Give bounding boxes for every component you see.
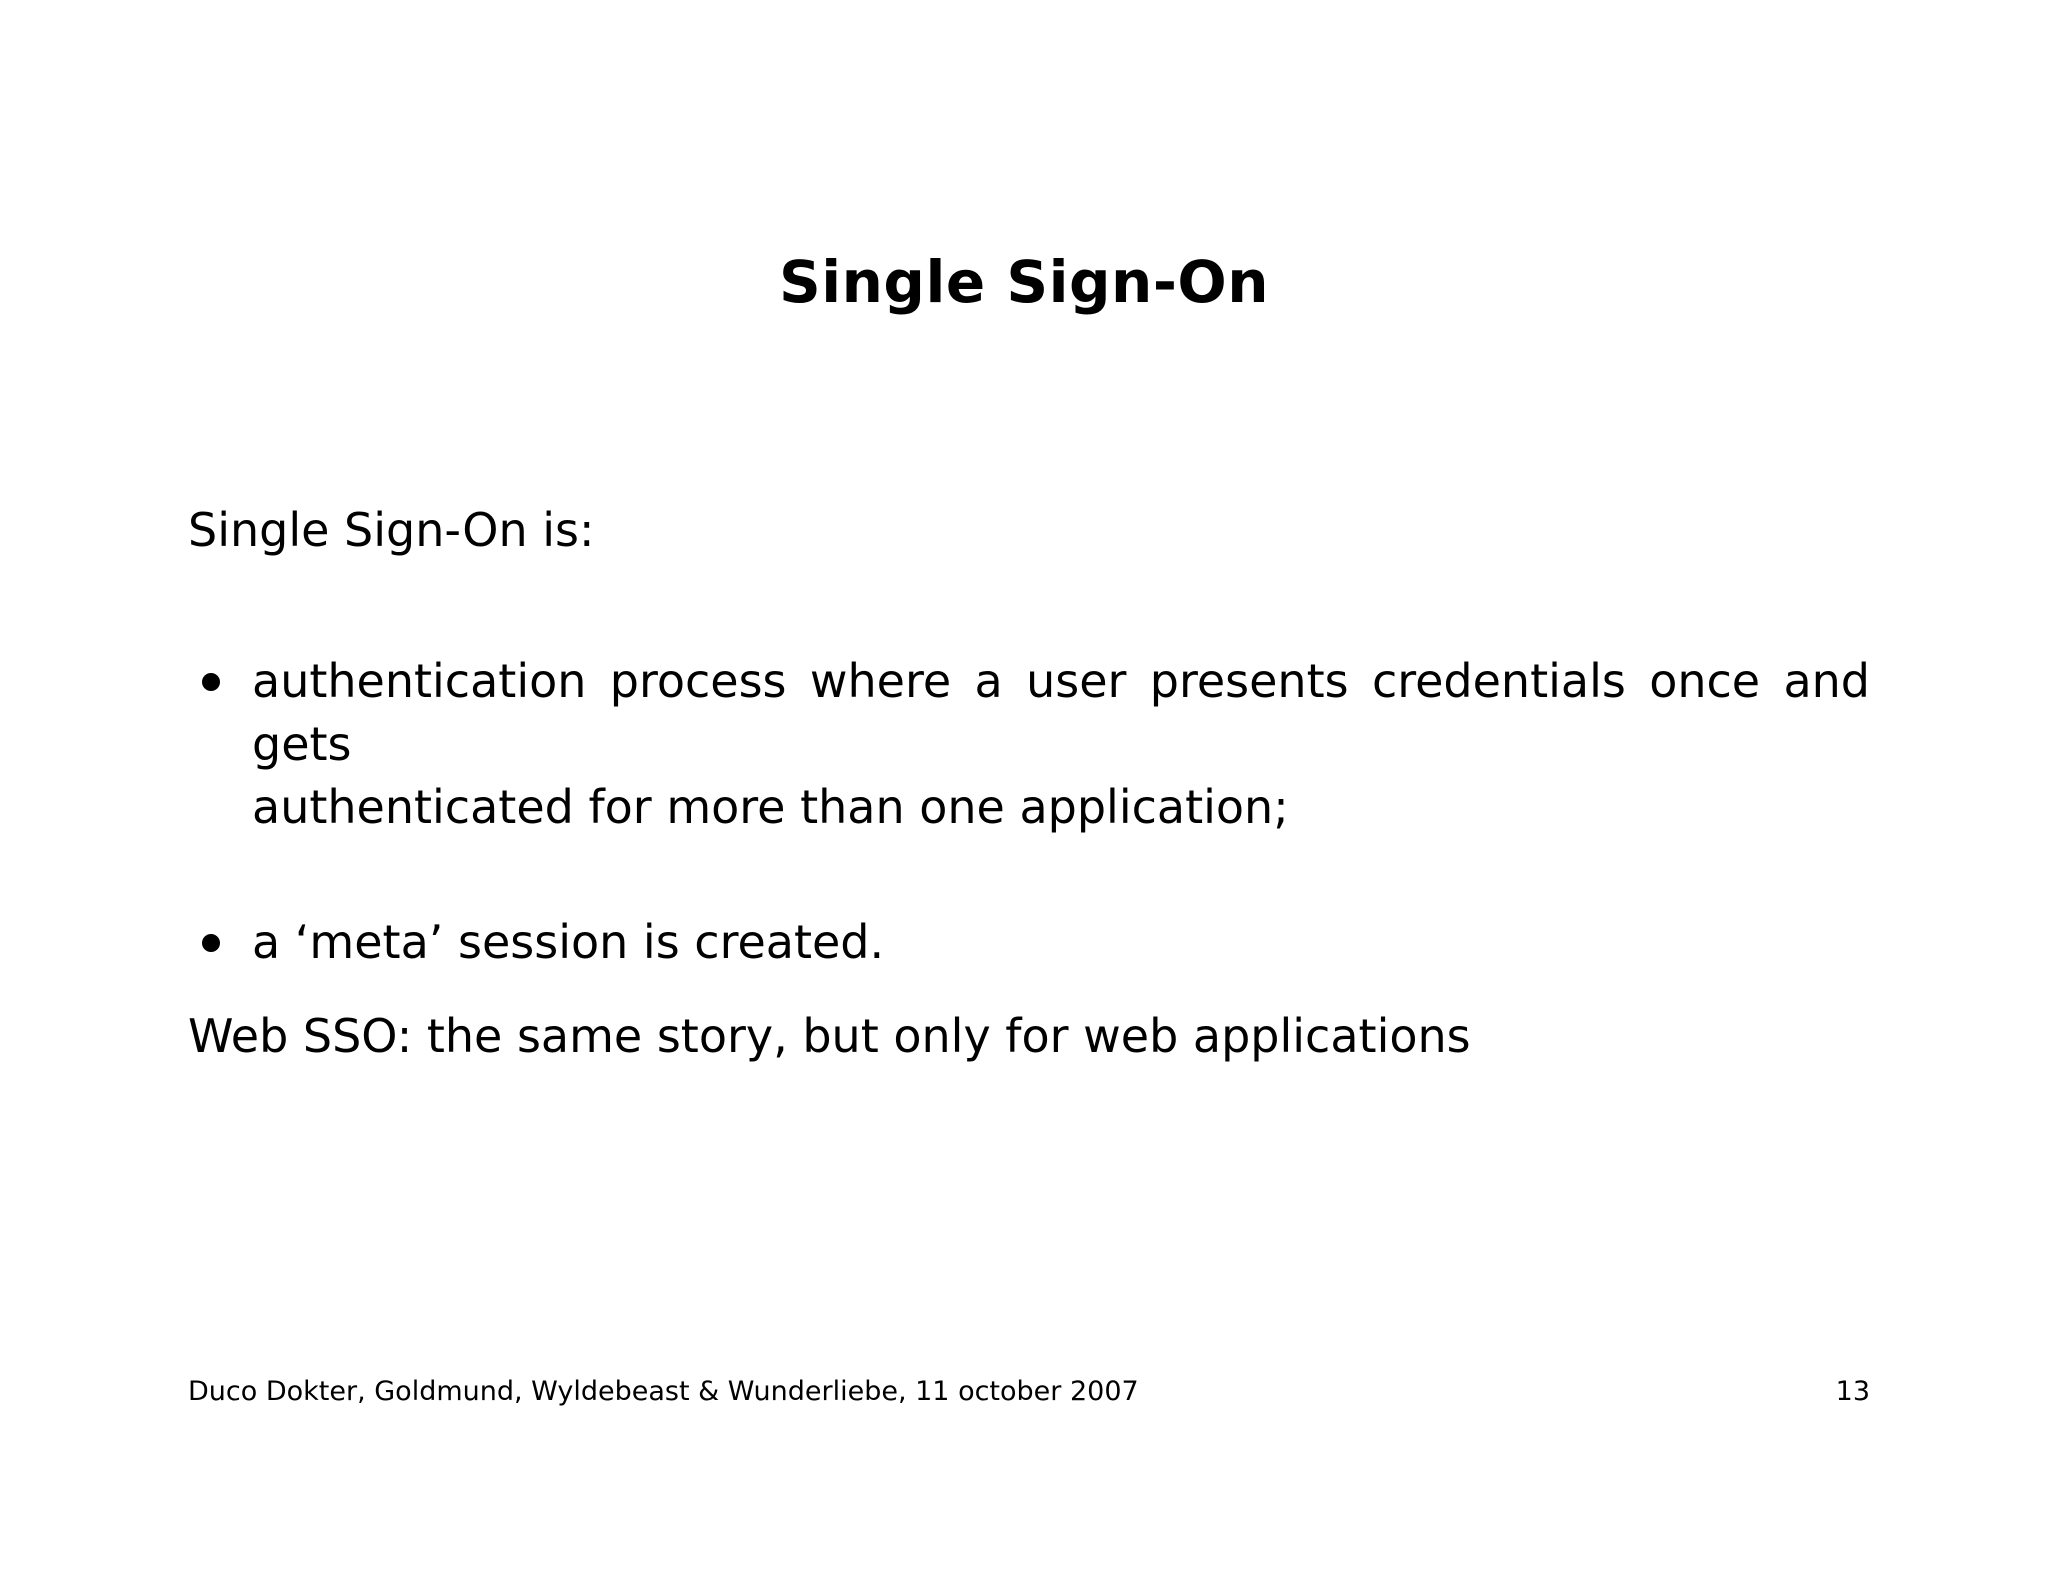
bullet-dot-icon <box>202 673 220 691</box>
list-item <box>188 650 1870 839</box>
bullet-list <box>188 650 1870 974</box>
intro-text: Single Sign-On is: <box>188 503 595 557</box>
footer-authors-date: Duco Dokter, Goldmund, Wyldebeast & Wunderliebe, 11 october 2007 <box>188 1376 1139 1407</box>
web-sso-text: Web SSO: the same story, but only for web applications <box>188 1009 1471 1063</box>
bullet-text <box>252 650 1870 839</box>
bullet-line-1: authentication process where a user presents credentials once and gets <box>252 654 1870 771</box>
bullet-text: a ‘meta’ session is created. <box>252 915 885 969</box>
bullet-line-2: authenticated for more than one application; <box>252 780 1289 834</box>
list-item <box>188 911 1870 974</box>
page-number: 13 <box>1835 1376 1870 1407</box>
slide-title: Single Sign-On <box>778 248 1269 316</box>
bullet-dot-icon <box>202 934 220 952</box>
